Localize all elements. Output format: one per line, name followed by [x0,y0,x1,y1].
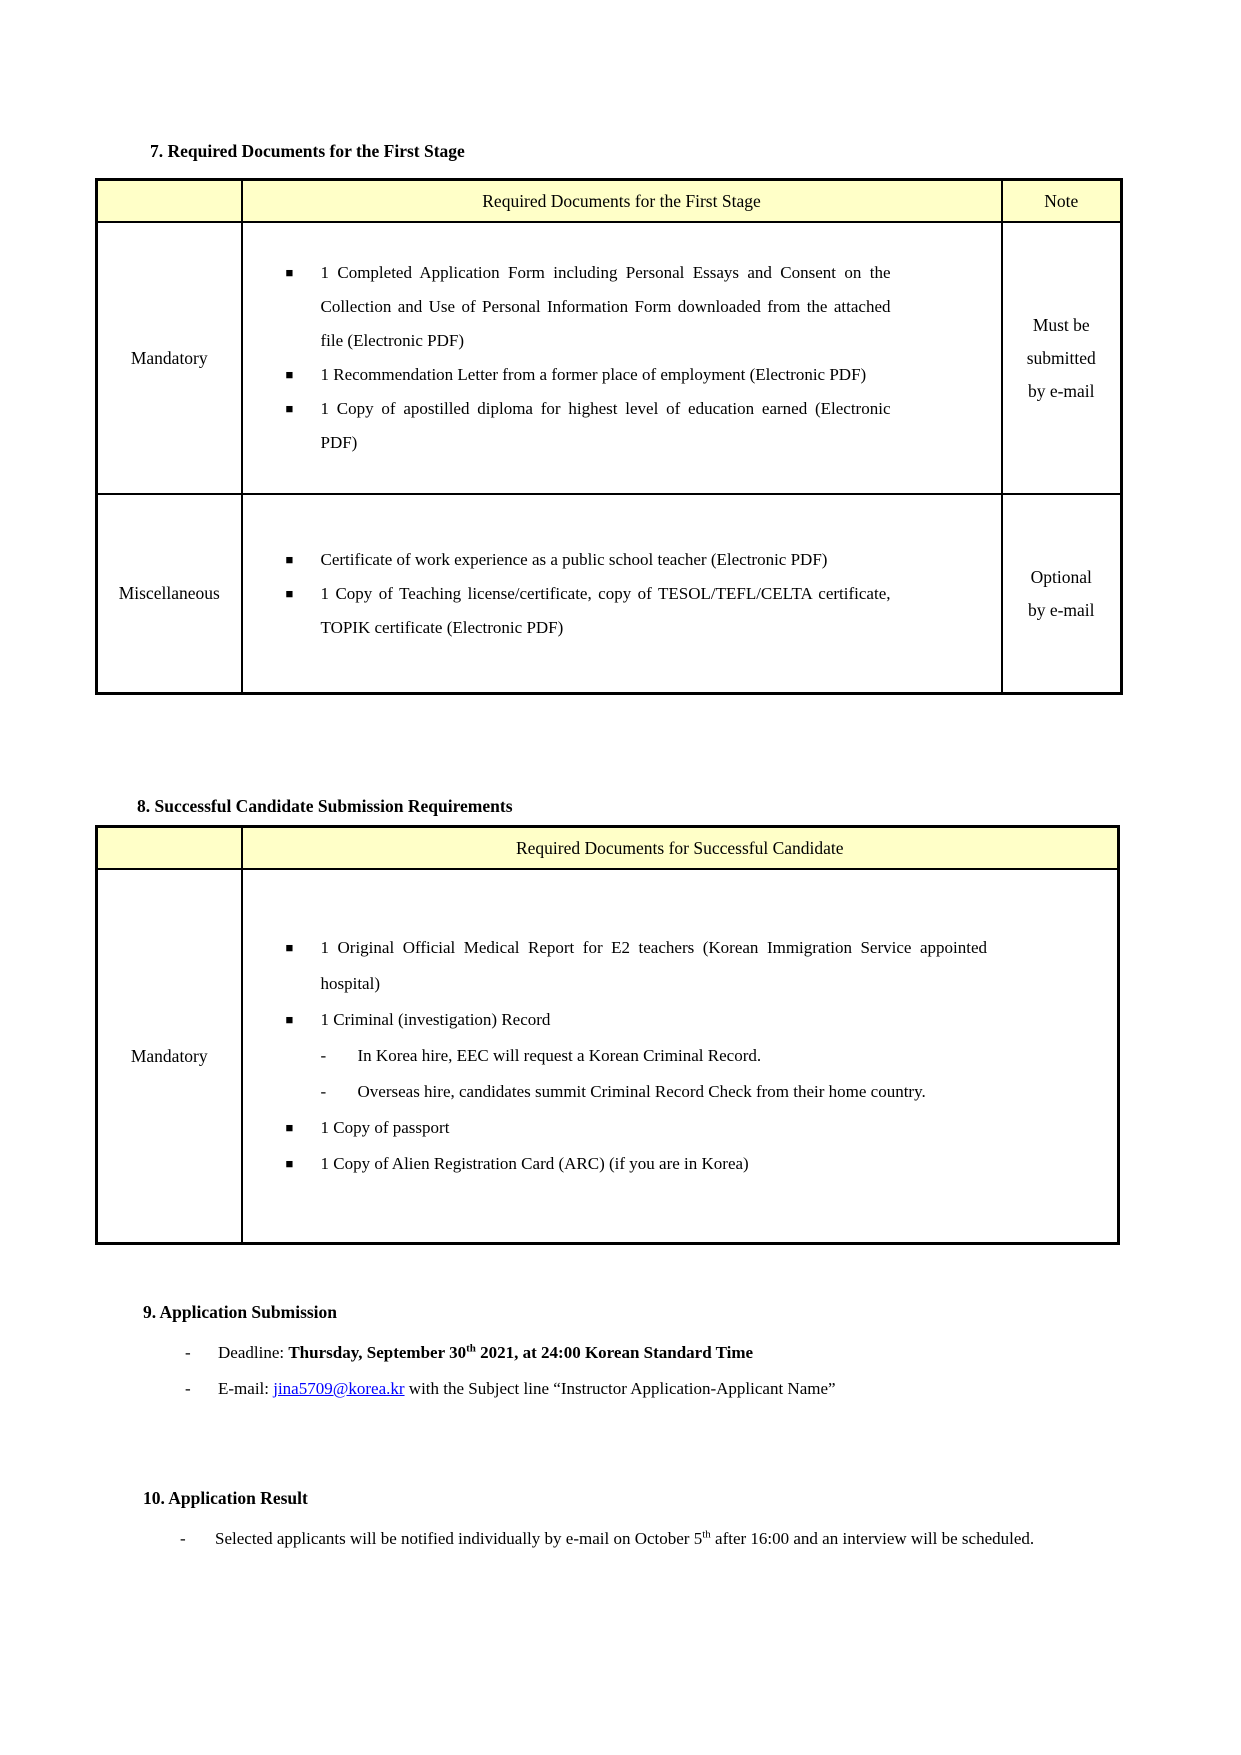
note-line: by e-mail [1027,380,1095,401]
result-notification-text: Selected applicants will be notified individually by e-mail on October 5 [215,1529,703,1548]
deadline-prefix: Deadline: [218,1343,289,1362]
bullet-square-icon: ■ [285,1012,294,1027]
table-row-mandatory [97,222,1122,494]
list-item [286,358,891,392]
list-item [286,392,891,460]
section-10-heading: 10. Application Result [143,1488,308,1508]
list-item [286,543,891,577]
requirement-text: 1 Copy of Teaching license/certificate, copy of TESOL/TEFL/CELTA certificate, TOPIK certificate (Electronic PDF) [320,583,891,637]
table-header-note: Note [1002,180,1122,223]
bullet-square-icon: ■ [285,367,294,382]
table-header-row [97,180,1122,223]
first-stage-documents-table [95,178,1123,695]
successful-candidate-documents-cell [242,869,1119,1244]
note-cell-miscellaneous [1002,494,1122,694]
email-text [218,1371,1146,1407]
note-line: by e-mail [1027,599,1095,620]
sub-requirement-text: Overseas hire, candidates summit Criminal Record Check from their home country. [357,1082,926,1101]
bullet-square-icon: ■ [285,1156,294,1171]
bullet-square-icon: ■ [285,1120,294,1135]
list-item [286,930,988,1002]
list-item [286,1110,988,1146]
table-row-miscellaneous [97,494,1122,694]
table-header-row [97,827,1119,870]
email-prefix: E-mail: [218,1379,274,1398]
sub-requirement-text: In Korea hire, EEC will request a Korean Criminal Record. [357,1046,762,1065]
bullet-square-icon: ■ [285,585,294,601]
section-9-heading: 9. Application Submission [143,1302,338,1322]
email-item [185,1371,1146,1407]
section-7-heading: 7. Required Documents for the First Stage [150,141,465,161]
deadline-time: 2021, at 24:00 Korean Standard Time [475,1343,754,1362]
row-label-mandatory: Mandatory [97,869,242,1244]
note-cell-mandatory [1002,222,1122,494]
note-line: submitted [1026,347,1096,368]
dash-icon: - [185,1343,191,1362]
bullet-square-icon: ■ [285,265,294,280]
email-link[interactable]: jina5709@korea.kr [273,1379,405,1398]
deadline-date: Thursday, September 30 [288,1343,467,1362]
row-label-miscellaneous: Miscellaneous [97,494,242,694]
deadline-item [185,1335,1146,1371]
mandatory-documents-cell [242,222,1002,494]
row-label-mandatory: Mandatory [97,222,242,494]
deadline-text [218,1335,1146,1371]
result-text [215,1521,1146,1557]
requirement-text: 1 Recommendation Letter from a former place of employment (Electronic PDF) [320,365,867,384]
dash-icon: - [180,1529,186,1548]
list-item [286,1002,988,1038]
sub-list-item [321,1074,988,1110]
list-item [286,256,891,358]
table-header-required-docs: Required Documents for the First Stage [242,180,1002,223]
requirement-text: 1 Original Official Medical Report for E2 teachers (Korean Immigration Service appointed hospital) [320,938,987,993]
result-schedule-text: after 16:00 and an interview will be scheduled. [710,1529,1035,1548]
bullet-square-icon: ■ [285,551,294,567]
dash-icon: - [320,1082,327,1101]
requirement-text: 1 Copy of Alien Registration Card (ARC) (if you are in Korea) [320,1154,749,1173]
table-row-mandatory [97,869,1119,1244]
table-header-empty [97,827,242,870]
table-header-successful-docs: Required Documents for Successful Candidate [242,827,1119,870]
result-ordinal-suffix: th [702,1528,711,1541]
bullet-square-icon: ■ [285,940,294,955]
result-item [180,1521,1146,1557]
section-8-heading: 8. Successful Candidate Submission Requirements [137,796,513,816]
list-item [286,1146,988,1182]
requirement-text: 1 Copy of apostilled diploma for highest level of education earned (Electronic PDF) [320,399,891,452]
miscellaneous-documents-cell [242,494,1002,694]
note-line: Must be [1032,314,1090,335]
requirement-text: 1 Copy of passport [320,1118,450,1137]
deadline-ordinal-suffix: th [466,1342,476,1355]
list-item [286,577,891,645]
table-header-empty [97,180,242,223]
requirement-text: 1 Criminal (investigation) Record [320,1010,551,1029]
note-line: Optional [1030,566,1092,587]
email-subject-instruction: with the Subject line “Instructor Application-Applicant Name” [404,1379,836,1398]
successful-candidate-table [95,825,1120,1245]
requirement-text: Certificate of work experience as a public school teacher (Electronic PDF) [320,549,828,569]
requirement-text: 1 Completed Application Form including Personal Essays and Consent on the Collection and Use of Personal Information Form downloaded from the attached file (Electronic PDF) [320,263,891,350]
dash-icon: - [320,1046,327,1065]
dash-icon: - [185,1379,191,1398]
bullet-square-icon: ■ [285,401,294,416]
sub-list-item [321,1038,988,1074]
